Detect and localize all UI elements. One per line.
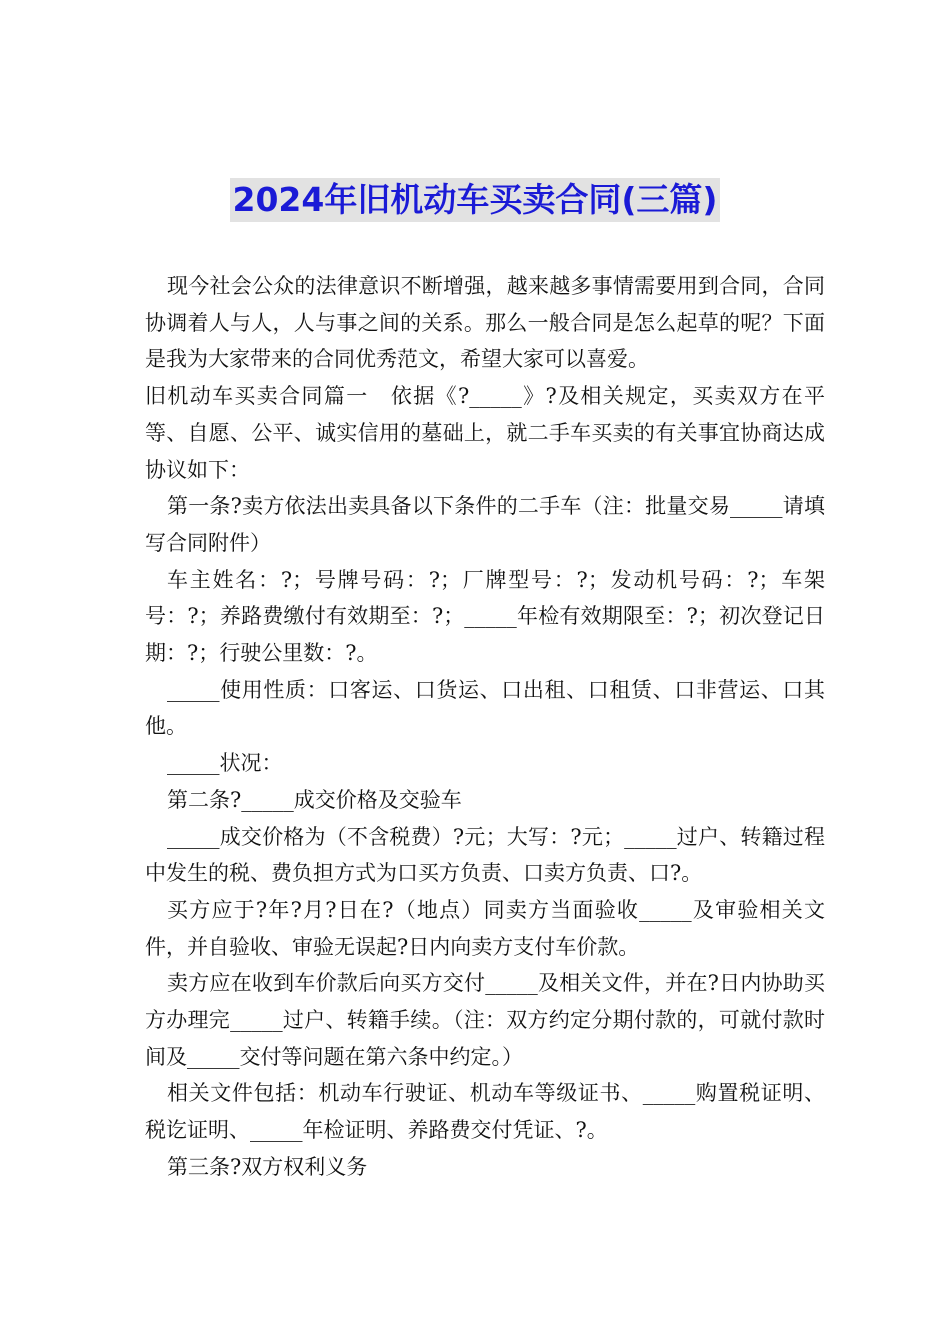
article-2-heading: 第二条?_____成交价格及交验车 [167,787,462,812]
price-paragraph: _____成交价格为（不含税费）?元；大写：?元；_____过户、转籍过程中发生的税、费负担方式为口买方负责、口卖方负责、口?。 [145,824,825,886]
article-1-heading: 第一条?卖方依法出卖具备以下条件的二手车（注：批量交易_____请填写合同附件） [145,494,825,555]
article-3-heading: 第三条?双方权利义务 [167,1154,368,1179]
delivery-paragraph: 卖方应在收到车价款后向买方交付_____及相关文件，并在?日内协助买方办理完_____过户、转籍手续。（注：双方约定分期付款的，可就付款时间及_____交付等问题在第六条中约定。） [145,971,825,1069]
document-body [145,268,825,1186]
vehicle-info-paragraph: 车主姓名：?；号牌号码：?；厂牌型号：?；发动机号码：?；车架号：?；养路费缴付有效期至：?；_____年检有效期限至：?；初次登记日期：?；行驶公里数：?。 [145,567,825,666]
title-container [0,178,950,222]
condition-paragraph: _____状况： [167,751,283,776]
usage-type-paragraph: _____使用性质：口客运、口货运、口出租、口租赁、口非营运、口其他。 [145,677,825,739]
inspection-paragraph: 买方应于?年?月?日在?（地点）同卖方当面验收_____及审验相关文件，并自验收、审验无误起?日内向卖方支付车价款。 [145,897,825,959]
documents-paragraph: 相关文件包括：机动车行驶证、机动车等级证书、_____购置税证明、税讫证明、_____年检证明、养路费交付凭证、?。 [145,1081,825,1143]
contract-preamble: 旧机动车买卖合同篇一 依据《?_____》?及相关规定，买卖双方在平等、自愿、公平、诚实信用的墓础上，就二手车买卖的有关事宜协商达成协议如下： [145,384,825,482]
document-title: 2024年旧机动车买卖合同(三篇) [230,178,719,222]
intro-paragraph: 现今社会公众的法律意识不断增强，越来越多事情需要用到合同，合同协调着人与人，人与事之间的关系。那么一般合同是怎么起草的呢？下面是我为大家带来的合同优秀范文，希望大家可以喜爱。 [145,274,825,372]
